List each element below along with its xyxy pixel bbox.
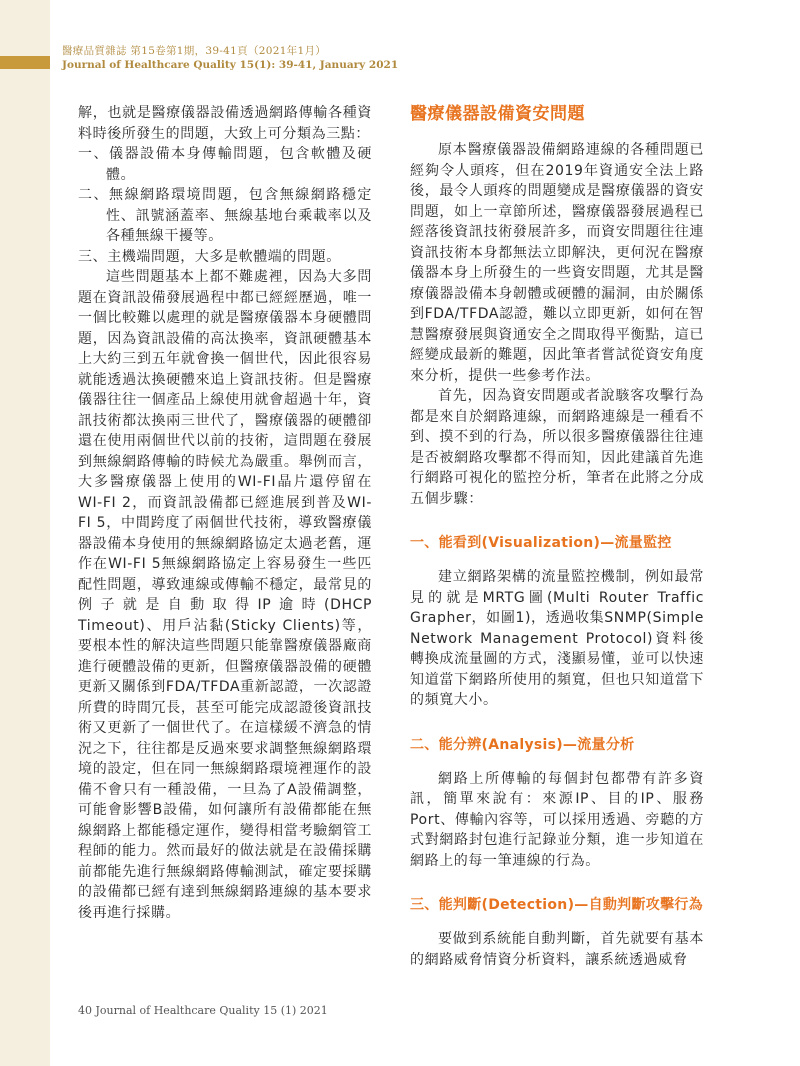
body-paragraph: 這些問題基本上都不難處裡，因為大多問題在資訊設備發展過程中都已經經歷過，唯一一個比較難以處理的就是醫療儀器本身硬體問題，因為資訊設備的高汰換率，資訊硬體基本上大約三到五年就會換一個世代，因此很容易就能透過汰換硬體來追上資訊技術。但是醫療儀器往往一個產品上線使用就會超過十年，資訊技術都汰換兩三世代了，醫療儀器的硬體卻還在使用兩個世代以前的技術，這問題在發展到無線網路傳輸的時候尤為嚴重。舉例而言，大多醫療儀器上使用的WI-FI晶片還停留在WI-FI 2，而資訊設備都已經進展到普及WI-FI 5，中間跨度了兩個世代技術，導致醫療儀器設備本身使用的無線網路協定太過老舊，運作在WI-FI 5無線網路協定上容易發生一些匹配性問題，導致連線或傳輸不穩定，最常見的例子就是自動取得IP逾時(DHCP Timeout)、用戶沾黏(Sticky Clients)等，要根本性的解決這些問題只能靠醫療儀器廠商進行硬體設備的更新，但醫療儀器設備的硬體更新又關係到FDA/TFDA重新認證，一次認證所費的時間冗長，甚至可能完成認證後資訊技術又更新了一個世代了。在這樣緩不濟急的情況之下，往往都是反過來要求調整無線網路環境的設定，但在同一無線網路環境裡運作的設備不會只有一種設備，一旦為了A設備調整，可能會影響B設備，如何讓所有設備都能在無線網路上都能穩定運作，變得相當考驗網管工程師的能力。然而最好的做法就是在設備採購前都能先進行無線網路傳輸測試，確定要採購的設備都已經有達到無線網路連線的基本要求後再進行採購。 <box>78 269 372 921</box>
side-decorative-strip <box>0 0 50 1066</box>
right-column <box>410 102 704 970</box>
subsection-text-3: 要做到系統能自動判斷，首先就要有基本的網路威脅情資分析資料，讓系統透過威脅 <box>410 931 704 968</box>
intro-paragraph: 解，也就是醫療儀器設備透過網路傳輸各種資料時後所發生的問題，大致上可分類為三點： <box>78 105 372 142</box>
list-item-2: 二、無線網路環境問題，包含無線網路穩定性、訊號涵蓋率、無線基地台乘載率以及各種無線干擾等。 <box>78 187 372 244</box>
journal-header-chinese: 醫療品質雜誌 第15卷第1期，39-41頁（2021年1月） <box>62 45 327 57</box>
body-paragraph-2: 首先，因為資安問題或者說駭客攻擊行為都是來自於網路連線，而網路連線是一種看不到、摸不到的行為，所以很多醫療儀器往往連是否被網路攻擊都不得而知，因此建議首先進行網路可視化的監控分析，筆者在此將之分成五個步驟： <box>410 388 704 507</box>
left-column <box>78 103 372 923</box>
body-paragraph-1: 原本醫療儀器設備網路連線的各種問題已經夠令人頭疼，但在2019年資通安全法上路後，最令人頭疼的問題變成是醫療儀器的資安問題，如上一章節所述，醫療儀器發展過程已經落後資訊技術發展許多，而資安問題往往連資訊技術本身都無法立即解決，更何況在醫療儀器本身上所發生的一些資安問題，尤其是醫療儀器設備本身韌體或硬體的漏洞，由於關係到FDA/TFDA認證，難以立即更新，如何在智慧醫療發展與資通安全之間取得平衡點，這已經變成最新的難題，因此筆者嘗試從資安角度來分析，提供一些參考作法。 <box>410 142 704 384</box>
subsection-text-1: 建立網路架構的流量監控機制，例如最常見的就是MRTG圖(Multi Router Traffic Grapher，如圖1)，透過收集SNMP(Simple Network Management Protocol)資料後轉換成流量圖的方式，淺顯易懂，並可以快速知道當下網路所使用的頻寬，但也只知道當下的頻寬大小。 <box>410 569 704 708</box>
subsection-heading-3: 三、能判斷(Detection)—自動判斷攻擊行為 <box>410 897 703 913</box>
page-footer: 40 Journal of Healthcare Quality 15 (1) 2021 <box>78 1004 328 1017</box>
subsection-heading-1: 一、能看到(Visualization)—流量監控 <box>410 535 672 551</box>
subsection-heading-2: 二、能分辨(Analysis)—流量分析 <box>410 736 635 753</box>
header-accent-bar <box>0 56 50 69</box>
list-item-3: 三、主機端問題，大多是軟體端的問題。 <box>78 248 341 265</box>
journal-header-english: Journal of Healthcare Quality 15(1): 39-41, January 2021 <box>62 59 399 71</box>
section-title: 醫療儀器設備資安問題 <box>410 104 585 124</box>
subsection-text-2: 網路上所傳輸的每個封包都帶有許多資訊，簡單來說有：來源IP、目的IP、服務Port、傳輸內容等，可以採用透過、旁聽的方式對網路封包進行記錄並分類，進一步知道在網路上的每一筆連線的行為。 <box>410 770 704 869</box>
list-item-1: 一、儀器設備本身傳輸問題，包含軟體及硬體。 <box>78 146 372 183</box>
